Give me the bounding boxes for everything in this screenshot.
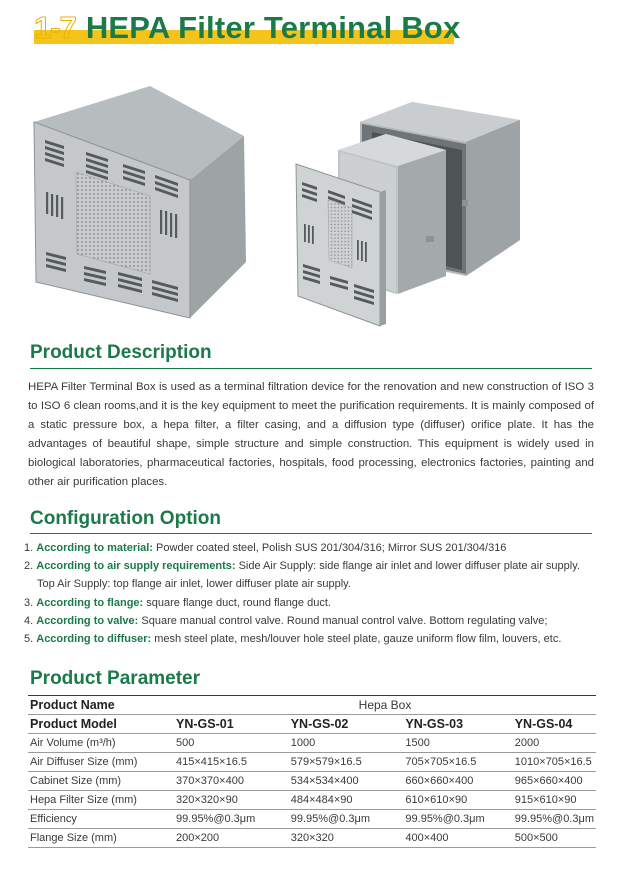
table-row	[28, 696, 596, 715]
model-label: Product Model	[28, 715, 174, 734]
config-option-number: 4.	[24, 614, 34, 627]
config-option-number: 3.	[24, 596, 34, 609]
config-option-text: Side Air Supply: side flange air inlet and lower diffuser plate air supply.	[235, 560, 580, 573]
config-option-list	[24, 539, 614, 648]
assembled-box-image	[34, 86, 246, 318]
title-number: 1-7	[34, 10, 76, 45]
section-heading-config: Configuration Option	[30, 508, 222, 529]
table-row	[28, 791, 596, 810]
section-heading-description: Product Description	[30, 342, 212, 363]
table-row	[28, 753, 596, 772]
product-name-value	[174, 696, 596, 715]
config-option-text: Powder coated steel, Polish SUS 201/304/316; Mirror SUS 201/304/316	[153, 542, 507, 554]
row-label: Hepa Filter Size (mm)	[28, 791, 174, 810]
table-cell: 965×660×400	[513, 772, 596, 791]
section-divider	[30, 368, 592, 369]
model-cell: YN-GS-04	[513, 715, 596, 734]
table-cell: 610×610×90	[403, 791, 512, 810]
product-name-label: Product Name	[28, 696, 174, 715]
table-row	[28, 715, 596, 734]
config-option-item	[24, 630, 614, 648]
table-row	[28, 772, 596, 791]
table-cell: 1010×705×16.5	[513, 753, 596, 772]
table-cell: 915×610×90	[513, 791, 596, 810]
table-cell: 2000	[513, 734, 596, 753]
row-label: Cabinet Size (mm)	[28, 772, 174, 791]
table-cell: 415×415×16.5	[174, 753, 289, 772]
config-option-item	[24, 612, 614, 630]
config-option-item	[24, 539, 614, 557]
config-option-text: square flange duct, round flange duct.	[143, 596, 331, 609]
table-cell: 1000	[289, 734, 404, 753]
table-row	[28, 829, 596, 848]
config-option-number: 5.	[24, 633, 34, 646]
model-cell: YN-GS-03	[403, 715, 512, 734]
config-option-continuation: Top Air Supply: top flange air inlet, lower diffuser plate air supply.	[37, 578, 351, 591]
config-option-text: Square manual control valve. Round manual control valve. Bottom regulating valve;	[138, 614, 548, 627]
table-cell: 99.95%@0.3μm	[289, 810, 404, 829]
table-cell: 99.95%@0.3μm	[513, 810, 596, 829]
table-cell: 400×400	[403, 829, 512, 848]
row-label: Air Volume (m³/h)	[28, 734, 174, 753]
table-cell: 99.95%@0.3μm	[403, 810, 512, 829]
row-label: Flange Size (mm)	[28, 829, 174, 848]
config-option-text: mesh steel plate, mesh/louver hole steel plate, gauze uniform flow film, louvers, etc.	[151, 633, 562, 646]
config-option-number: 1.	[24, 542, 34, 554]
table-cell: 320×320	[289, 829, 404, 848]
table-cell: 370×370×400	[174, 772, 289, 791]
product-images	[0, 80, 635, 335]
parameter-table	[28, 695, 596, 848]
table-cell: 500×500	[513, 829, 596, 848]
section-divider	[30, 533, 592, 534]
config-option-label: According to flange:	[36, 596, 144, 609]
table-cell: 99.95%@0.3μm	[174, 810, 289, 829]
table-cell: 534×534×400	[289, 772, 404, 791]
table-cell: 500	[174, 734, 289, 753]
description-paragraph: HEPA Filter Terminal Box is used as a terminal filtration device for the renovation and new construction of ISO 3 to ISO 6 clean rooms,and it is the key equipment to meet the purification requirements. It is mainly composed of a static pressure box, a hepa filter, a filter casing, and a diffusion type (diffuser) orifice plate. It has the advantages of beautiful shape, simple structure and simple construction. This equipment is widely used in biological laboratories, pharmaceutical factories, hospitals, food processing, electronics factories, painting and other air purification places.	[28, 381, 594, 488]
config-option-label: According to air supply requirements:	[36, 560, 236, 573]
section-heading-params: Product Parameter	[30, 668, 201, 689]
table-row	[28, 810, 596, 829]
table-cell: 200×200	[174, 829, 289, 848]
config-option-item	[24, 594, 614, 612]
config-option-label: According to diffuser:	[36, 633, 152, 646]
table-cell: 705×705×16.5	[403, 753, 512, 772]
table-cell: 320×320×90	[174, 791, 289, 810]
config-option-label: According to material:	[36, 542, 153, 554]
page-title	[34, 10, 460, 46]
table-cell: 660×660×400	[403, 772, 512, 791]
model-cell: YN-GS-02	[289, 715, 404, 734]
product-name-text: Hepa Box	[358, 698, 412, 712]
table-cell: 1500	[403, 734, 512, 753]
table-row	[28, 734, 596, 753]
config-option-label: According to valve:	[36, 614, 139, 627]
config-option-item	[24, 557, 614, 575]
table-cell: 484×484×90	[289, 791, 404, 810]
model-cell: YN-GS-01	[174, 715, 289, 734]
row-label: Efficiency	[28, 810, 174, 829]
title-text: HEPA Filter Terminal Box	[85, 10, 461, 45]
exploded-box-image	[296, 102, 520, 326]
row-label: Air Diffuser Size (mm)	[28, 753, 174, 772]
config-option-number: 2.	[24, 560, 34, 573]
table-cell: 579×579×16.5	[289, 753, 404, 772]
